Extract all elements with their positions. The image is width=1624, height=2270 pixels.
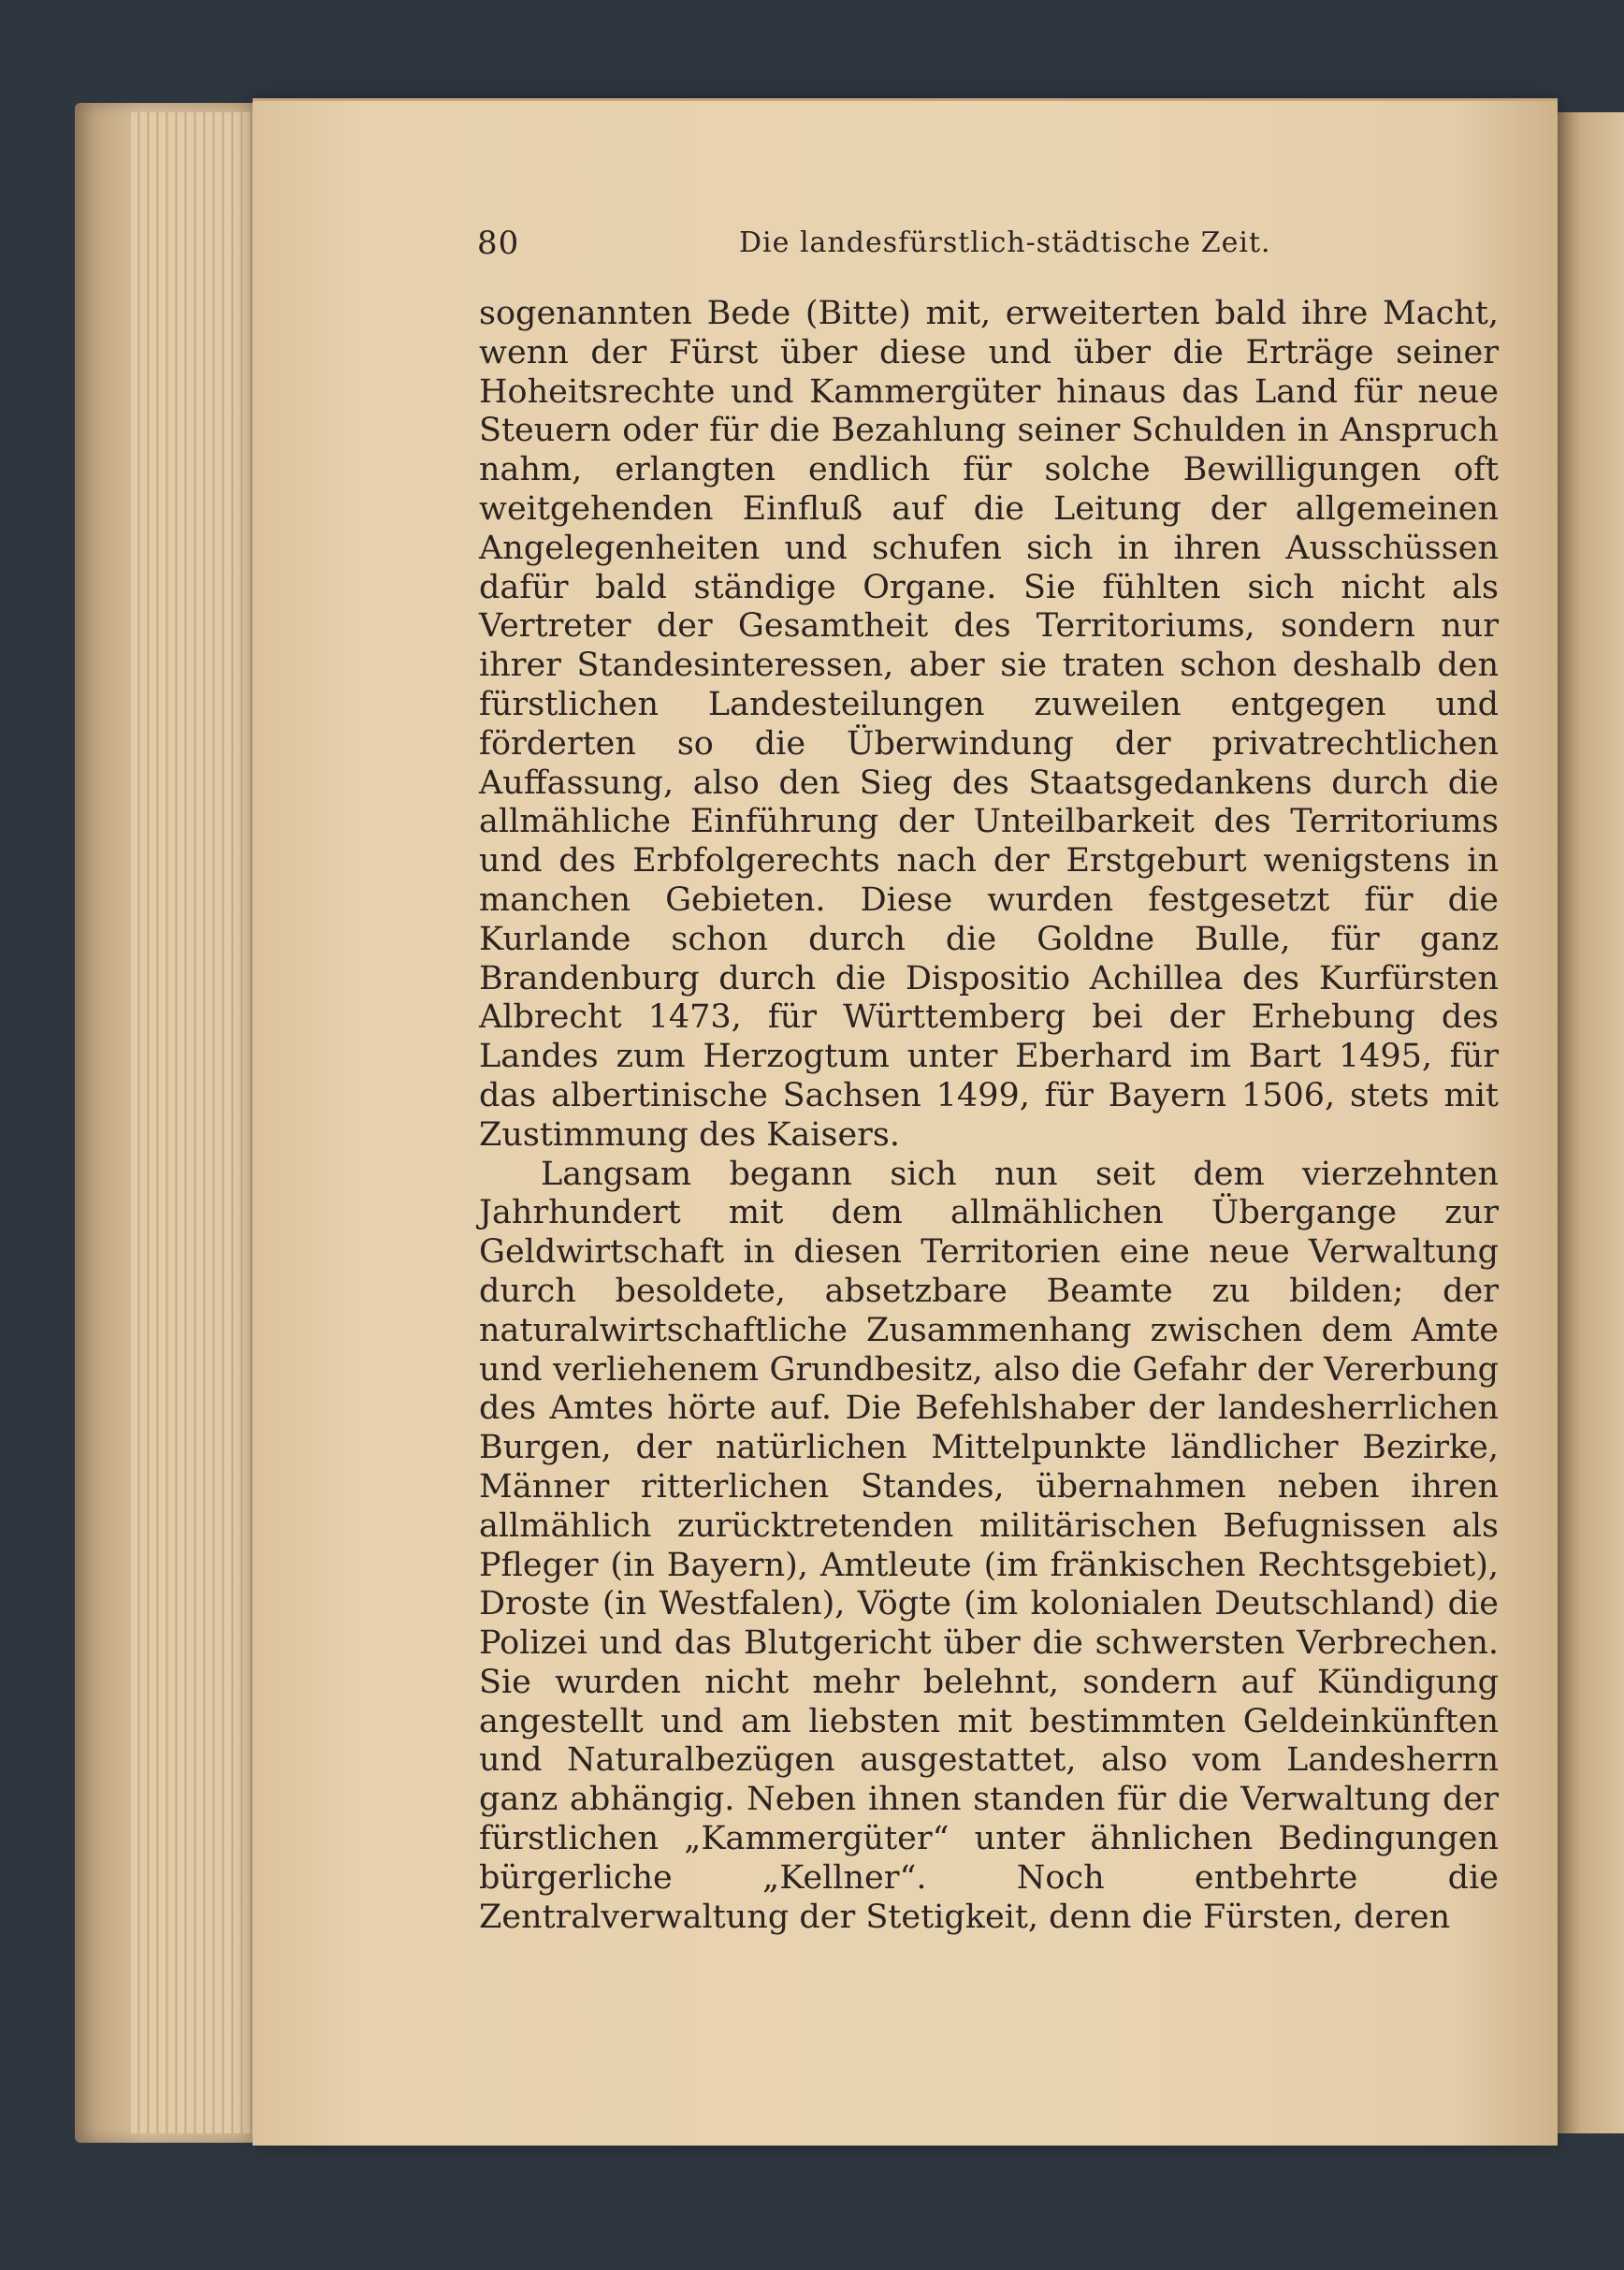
facing-page-edge <box>1553 112 1624 2133</box>
paragraph-2: Langsam begann sich nun seit dem vierzehnten Jahrhundert mit dem allmählichen Übergange zur Geldwirtschaft in diesen Territorien eine neue Verwaltung durch besoldete, absetzbare Beamte zu bilden; der naturalwirtschaftliche Zusammenhang zwischen dem Amte und verliehenem Grundbesitz, also die Gefahr der Vererbung des Amtes hörte auf. Die Befehlshaber der landesherrlichen Burgen, der natürlichen Mittelpunkte ländlicher Bezirke, Männer ritterlichen Standes, übernahmen neben ihren allmählich zurücktretenden militärischen Befugnissen als Pfleger (in Bayern), Amtleute (im fränkischen Rechtsgebiet), Droste (in Westfalen), Vögte (im kolonialen Deutschland) die Polizei und das Blutgericht über die schwersten Verbrechen. Sie wurden nicht mehr belehnt, sondern auf Kündigung angestellt und am liebsten mit bestimmten Geldeinkünften und Naturalbezügen ausgestattet, also vom Landesherrn ganz abhängig. Neben ihnen standen für die Verwaltung der fürstlichen „Kammergüter“ unter ähnlichen Bedingungen bürgerliche „Kellner“. Noch entbehrte die Zentralverwaltung der Stetigkeit, denn die Fürsten, deren <box>479 1155 1499 1936</box>
page-number: 80 <box>477 225 520 262</box>
running-title: Die landesfürstlich-städtische Zeit. <box>739 226 1271 259</box>
paragraph-1: sogenannten Bede (Bitte) mit, erweiterten bald ihre Macht, wenn der Fürst über diese und über die Erträge seiner Hoheitsrechte und Kammergüter hinaus das Land für neue Steuern oder für die Bezahlung seiner Schulden in Anspruch nahm, erlangten endlich für solche Bewilligungen oft weitgehenden Einfluß auf die Leitung der allgemeinen Angelegenheiten und schufen sich in ihren Ausschüssen dafür bald ständige Organe. Sie fühlten sich nicht als Vertreter der Gesamtheit des Territoriums, sondern nur ihrer Standesinteressen, aber sie traten schon deshalb den fürstlichen Landesteilungen zuweilen entgegen und förderten so die Überwindung der privatrechtlichen Auffassung, also den Sieg des Staatsgedankens durch die allmähliche Einführung der Unteilbarkeit des Territoriums und des Erbfolgerechts nach der Erstgeburt wenigstens in manchen Gebieten. Diese wurden festgesetzt für die Kurlande schon durch die Goldne Bulle, für ganz Brandenburg durch die Dispositio Achillea des Kurfürsten Albrecht 1473, für Württemberg bei der Erhebung des Landes zum Herzogtum unter Eberhard im Bart 1495, für das albertinische Sachsen 1499, für Bayern 1506, stets mit Zustimmung des Kaisers. <box>479 295 1499 1154</box>
running-head <box>477 225 1506 271</box>
body-text <box>479 295 1499 1937</box>
